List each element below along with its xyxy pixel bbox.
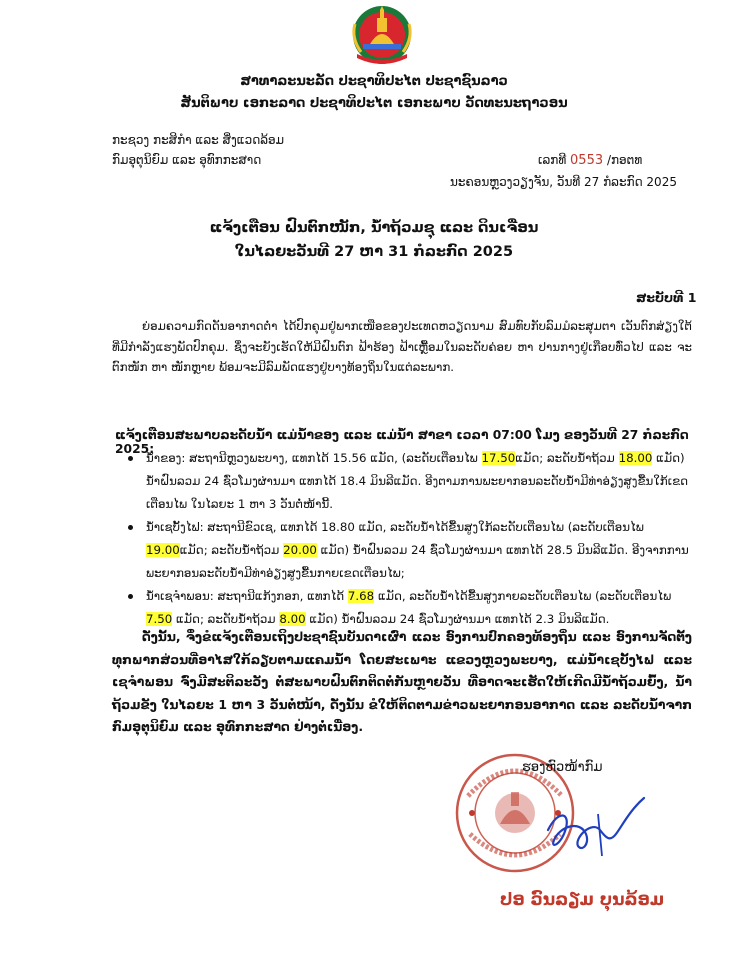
intro-paragraph [112,316,692,378]
intro-text: ຍ່ອມຄວາມກົດດັນອາກາດຕ່ຳ ໄດ້ປົກຄຸມຢູ່ພາກເໜືອຂອງປະເທດຫວຽດນາມ ສົມທົບກັບລົມມໍລະສຸມຕາ ເວັນຕົກສ່ຽງໃຕ້ທີ່ມີກຳລັງແຮງພັດປົກຄຸມ. ຊຶ່ງຈະຍັງເຮັດໃຫ້ມີຝົນຕົກ ຟ້າຮ້ອງ ຟ້າເຫຼື້ອມໃນລະດັບຄ່ອຍ ຫາ ປານກາງຢູ່ເກືອບທົ່ວໄປ ແລະ ຈະຕົກໜັກ ຫາ ໜັກຫຼາຍ ພ້ອມຈະມີລົມພັດແຮງຢູ່ບາງທ້ອງຖິ່ນໃນແຕ່ລະພາກ. [112,319,692,374]
closing-paragraph [112,626,692,739]
document-number [538,153,642,168]
measured-level: 7.68 [347,589,375,603]
document-subtitle: ໃນໄລຍະວັນທີ 27 ຫາ 31 ກໍລະກົດ 2025 [234,244,514,260]
document-title: ແຈ້ງເຕືອນ ຝົນຕົກໜັກ, ນ້ຳຖ້ວມຊຸ ແລະ ດິນເຈື່ອນ [209,220,539,236]
warning-level: 7.50 [146,612,173,626]
bullet-icon [128,594,133,599]
station-list [112,447,692,631]
bullet-icon [128,525,133,530]
place-date: ນະຄອນຫຼວງວຽງຈັນ, ວັນທີ 27 ກໍລະກົດ 2025 [450,175,677,189]
edition-number: ສະບັບທີ 1 [636,290,697,305]
handwritten-signature-icon [540,790,650,870]
signatory-name: ປອ ວົນລຽມ ບຸນລ້ອມ [500,890,665,910]
warning-level: 17.50 [481,451,516,465]
bullet-icon [128,456,133,461]
department-name: ກົມອຸຕຸນິຍົມ ແລະ ອຸທົກກະສາດ [112,153,262,167]
flood-level: 18.00 [618,451,653,465]
water-level-heading: ແຈ້ງເຕືອນສະພາບລະດັບນ້ຳ ແມ່ນ້ຳຂອງ ແລະ ແມ່ນ້ຳ ສາຂາ ເວລາ 07:00 ໂມງ ຂອງວັນທີ 27 ກໍລະກົດ 2025: [115,428,689,456]
list-item: ນ້ຳເຊບັ້ງໄຟ: ສະຖານີຂົວເຊ, ແທກໄດ້ 18.80 ແມັດ, ລະດັບນ້ຳໄດ້ຂື້ນສູງໃກ້ລະດັບເຕືອນໄພ (ລະດັບເຕືອນໄພ 19.00ແມັດ; ລະດັບນ້ຳຖ້ວມ 20.00 ແມັດ) ນ້ຳຝົນລວມ 24 ຊົ່ວໂມງຜ່ານມາ ແທກໄດ້ 28.5 ມິນລີແມັດ. ອີງຈາກການພະຍາກອນລະດັບນ້ຳມີທ່າອ່ຽງສູງຂື້ນກາຍເຂດເຕືອນໄພ; [112,516,692,585]
warning-level: 19.00 [146,543,180,557]
state-motto: ສັນຕິພາບ ເອກະລາດ ປະຊາທິປະໄຕ ເອກະພາບ ວັດທະນະຖາວອນ [180,96,568,111]
list-item: ນ້ຳເຊຈຳພອນ: ສະຖານີແກ້ງກອກ, ແທກໄດ້ 7.68 ແມັດ, ລະດັບນ້ຳໄດ້ຂື້ນສູງກາຍລະດັບເຕືອນໄພ (ລະດັບເຕືອນໄພ 7.50 ແມັດ; ລະດັບນ້ຳຖ້ວມ 8.00 ແມັດ) ນ້ຳຝົນລວມ 24 ຊົ່ວໂມງຜ່ານມາ ແທກໄດ້ 2.3 ມິນລີແມັດ. [112,585,692,631]
state-name: ສາທາລະນະລັດ ປະຊາທິປະໄຕ ປະຊາຊົນລາວ [240,74,508,89]
doc-number-label: ເລກທີ [538,153,567,167]
flood-level: 20.00 [283,543,317,557]
signatory-title: ຮອງຫົວໜ້າກົມ [522,760,603,775]
closing-text: ດັ່ງນັ້ນ, ຈຶ່ງຂໍແຈ້ງເຕືອນເຖິງປະຊາຊົນບັນດາເຜົ່າ ແລະ ອົງການປົກຄອງທ້ອງຖິ່ນ ແລະ ອົງການຈັດຕັ້ງທຸກພາກສ່ວນທີ່ອາໄສໃກ້ລຽບຕາມແຄມນ້ຳ ໂດຍສະເພາະ ແຂວງຫຼວງພະບາງ, ແມ່ນ້ຳເຊບັ້ງໄຟ ແລະ ເຊຈຳພອນ ຈົ່ງມີສະຕິລະວັງ ຕໍ່ສະພາບຝົນຕົກຕິດຕໍ່ກັນຫຼາຍວັນ ທີ່ອາດຈະເຮັດໃຫ້ເກີດມີນ້ຳຖ້ວມຍົ້ງ, ນ້ຳຖ້ວມຂັງ ໃນໄລຍະ 1 ຫາ 3 ວັນຕໍ່ໜ້າ, ດັ່ງນັ້ນ ຂໍໃຫ້ຕິດຕາມຂ່າວພະຍາກອນອາກາດ ແລະ ລະດັບນ້ຳຈາກ ກົມອຸຕຸນິຍົມ ແລະ ອຸທົກກະສາດ ຢ່າງຕໍ່ເນື່ອງ. [112,629,692,734]
flood-level: 8.00 [279,612,306,626]
doc-number-suffix: /ກອຕທ [606,153,643,167]
list-item: ນ້ຳຂອງ: ສະຖານີຫຼວງພະບາງ, ແທກໄດ້ 15.56 ແມັດ, (ລະດັບເຕືອນໄພ 17.50ແມັດ; ລະດັບນ້ຳຖ້ວມ 18.00 ແມັດ) ນ້ຳຝົນລວມ 24 ຊົ່ວໂມງຜ່ານມາ ແທກໄດ້ 18.4 ມິນລີແມັດ. ອີງຕາມການພະຍາກອນລະດັບນ້ຳມີທ່າອ່ຽງສູງຂື້ນໃກ້ເຂດເຕືອນໄພ ໃນໄລຍະ 1 ຫາ 3 ວັນຕໍ່ໜ້ານີ້. [112,447,692,516]
doc-number-value: 0553 [570,153,604,168]
ministry-name: ກະຊວງ ກະສິກຳ ແລະ ສິ່ງແວດລ້ອມ [112,133,285,147]
national-emblem-icon [347,4,417,66]
